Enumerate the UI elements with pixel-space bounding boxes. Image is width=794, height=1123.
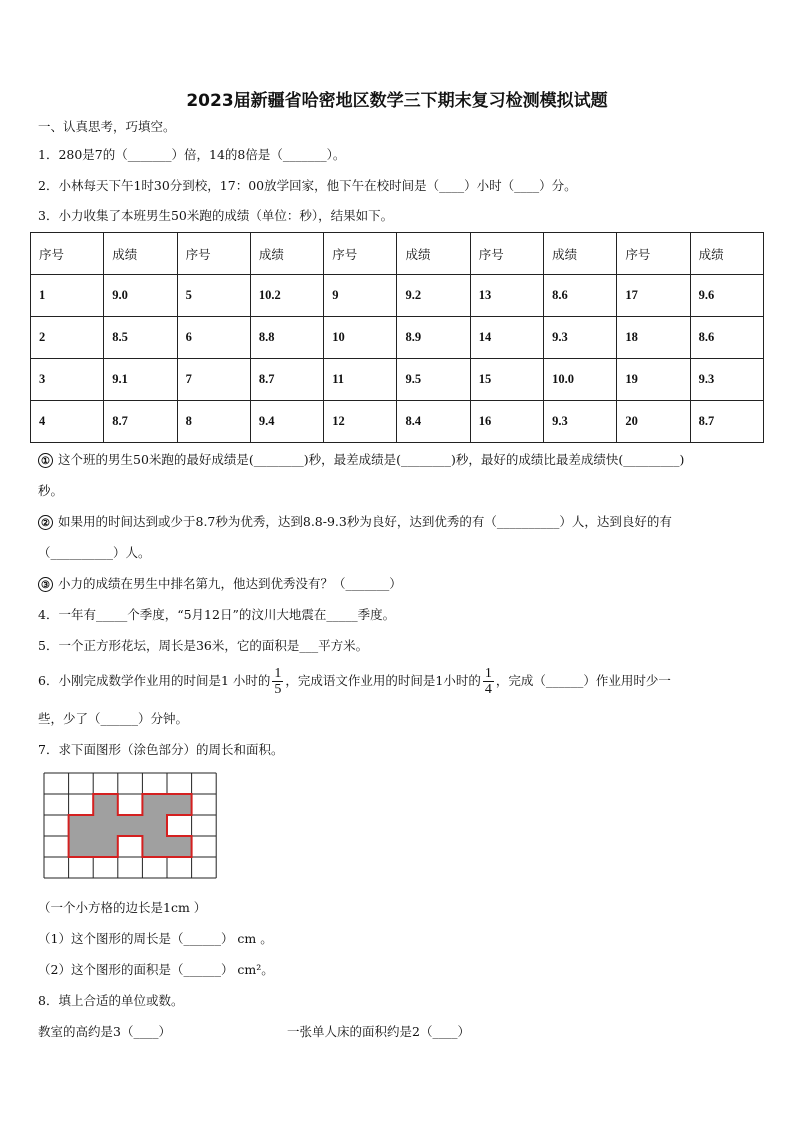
fraction-one-quarter (483, 667, 494, 697)
question-8-item-b: 一张单人床的面积约是2（____） (287, 1024, 470, 1039)
table-header-row (31, 233, 764, 275)
table-header-cell: 序号 (177, 233, 250, 275)
table-cell: 15 (470, 359, 543, 401)
sub-question-text: 小力的成绩在男生中排名第九，他达到优秀没有？（_______） (58, 576, 402, 591)
table-cell: 9.1 (104, 359, 177, 401)
question-2: 2．小林每天下午1时30分到校，17：00放学回家，他下午在校时间是（____）小时（____）分。 (38, 178, 577, 193)
table-header-cell: 序号 (31, 233, 104, 275)
question-6 (38, 664, 671, 698)
table-cell: 14 (470, 317, 543, 359)
table-header-cell: 成绩 (544, 233, 617, 275)
sub-question-text: 这个班的男生50米跑的最好成绩是(________)秒，最差成绩是(________)秒，最好的成绩比最差成绩快(_________) (58, 452, 685, 467)
table-cell: 7 (177, 359, 250, 401)
question-7-sub-1: （1）这个图形的周长是（______） cm 。 (38, 931, 273, 946)
table-cell: 13 (470, 275, 543, 317)
table-row (31, 401, 764, 443)
table-cell: 2 (31, 317, 104, 359)
table-cell: 8.8 (250, 317, 323, 359)
table-cell: 9.5 (397, 359, 470, 401)
table-cell: 12 (324, 401, 397, 443)
table-row (31, 359, 764, 401)
table-cell: 8.6 (544, 275, 617, 317)
table-header-cell: 成绩 (397, 233, 470, 275)
table-cell: 8.7 (250, 359, 323, 401)
table-cell: 9.4 (250, 401, 323, 443)
table-cell: 8.7 (104, 401, 177, 443)
circled-number-2: ② (38, 515, 53, 530)
table-cell: 8.7 (690, 401, 763, 443)
section-heading: 一、认真思考，巧填空。 (38, 119, 176, 134)
question-8: 8．填上合适的单位或数。 (38, 993, 184, 1008)
table-cell: 9.6 (690, 275, 763, 317)
table-cell: 16 (470, 401, 543, 443)
circled-number-1: ① (38, 453, 53, 468)
table-row (31, 317, 764, 359)
table-row (31, 275, 764, 317)
table-cell: 8.9 (397, 317, 470, 359)
table-cell: 10 (324, 317, 397, 359)
page-title: 2023届新疆省哈密地区数学三下期末复习检测模拟试题 (186, 91, 608, 111)
table-cell: 10.2 (250, 275, 323, 317)
question-6-text-2: ，完成语文作业用的时间是1小时的 (285, 673, 481, 688)
fraction-numerator: 1 (484, 665, 492, 681)
table-cell: 8 (177, 401, 250, 443)
table-cell: 8.6 (690, 317, 763, 359)
question-3-sub-3 (38, 575, 402, 593)
table-cell: 9.2 (397, 275, 470, 317)
question-3-sub-2 (38, 513, 672, 531)
table-cell: 8.4 (397, 401, 470, 443)
table-cell: 5 (177, 275, 250, 317)
question-3-sub-2-cont: （__________）人。 (38, 545, 151, 560)
fraction-one-fifth (272, 667, 283, 697)
circled-number-3: ③ (38, 577, 53, 592)
table-cell: 19 (617, 359, 690, 401)
question-4: 4．一年有_____个季度，“5月12日”的汶川大地震在_____季度。 (38, 607, 396, 622)
table-cell: 9 (324, 275, 397, 317)
table-cell: 4 (31, 401, 104, 443)
fraction-numerator: 1 (274, 665, 282, 681)
fraction-denominator: 4 (484, 681, 492, 697)
question-7: 7．求下面图形（涂色部分）的周长和面积。 (38, 742, 284, 757)
question-6-text-1: 6．小刚完成数学作业用的时间是1 小时的 (38, 673, 271, 688)
table-cell: 20 (617, 401, 690, 443)
table-header-cell: 成绩 (250, 233, 323, 275)
table-header-cell: 序号 (470, 233, 543, 275)
question-6-text-3: ，完成（______）作业用时少一 (495, 673, 671, 688)
question-6-cont: 些，少了（______）分钟。 (38, 711, 189, 726)
question-5: 5．一个正方形花坛，周长是36米，它的面积是___平方米。 (38, 638, 369, 653)
grid-figure (43, 772, 218, 884)
table-header-cell: 序号 (324, 233, 397, 275)
table-cell: 1 (31, 275, 104, 317)
question-8-item-a: 教室的高约是3（____） (38, 1024, 171, 1039)
table-cell: 9.3 (544, 401, 617, 443)
scores-table (30, 232, 764, 443)
table-cell: 9.3 (544, 317, 617, 359)
table-cell: 10.0 (544, 359, 617, 401)
table-cell: 18 (617, 317, 690, 359)
question-3-sub-1 (38, 451, 684, 469)
table-cell: 3 (31, 359, 104, 401)
table-cell: 9.3 (690, 359, 763, 401)
table-cell: 8.5 (104, 317, 177, 359)
question-3-sub-1-cont: 秒。 (38, 483, 64, 498)
question-7-note: （一个小方格的边长是1cm ） (38, 900, 207, 915)
question-3: 3．小力收集了本班男生50米跑的成绩（单位：秒），结果如下。 (38, 208, 394, 223)
table-cell: 6 (177, 317, 250, 359)
fraction-denominator: 5 (274, 681, 282, 697)
table-header-cell: 成绩 (690, 233, 763, 275)
table-header-cell: 序号 (617, 233, 690, 275)
table-header-cell: 成绩 (104, 233, 177, 275)
table-cell: 9.0 (104, 275, 177, 317)
question-1: 1．280是7的（_______）倍，14的8倍是（_______）。 (38, 147, 346, 162)
question-7-sub-2: （2）这个图形的面积是（______） cm²。 (38, 962, 274, 977)
sub-question-text: 如果用的时间达到或少于8.7秒为优秀，达到8.8-9.3秒为良好，达到优秀的有（__________）人，达到良好的有 (58, 514, 672, 529)
table-cell: 17 (617, 275, 690, 317)
table-cell: 11 (324, 359, 397, 401)
shaded-shape (69, 794, 192, 857)
